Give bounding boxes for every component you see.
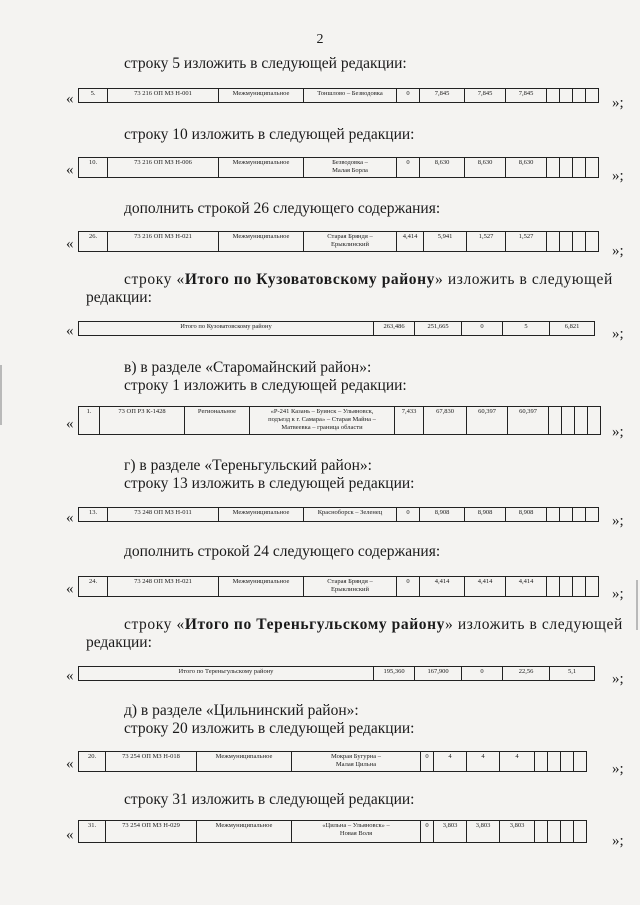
cell-number: 31. bbox=[79, 821, 106, 843]
cell-name-line: Старая Бряндя – bbox=[327, 578, 373, 585]
cell-value: 167,900 bbox=[415, 667, 462, 681]
quote-open: « bbox=[66, 162, 74, 178]
cell-type: Межмуниципальное bbox=[219, 508, 304, 522]
table-row bbox=[78, 666, 595, 681]
table-row bbox=[78, 88, 599, 103]
cell-value: 60,397 bbox=[508, 407, 549, 435]
cell-name-line: подъезд к г. Самара» – Старая Майна – bbox=[268, 416, 376, 424]
cell-name bbox=[292, 752, 421, 772]
cell-value: 3,803 bbox=[467, 821, 500, 843]
heading-staromainsky: в) в разделе «Старомайнский район»: bbox=[124, 359, 372, 376]
cell-value: 8,630 bbox=[420, 158, 465, 178]
cell-value: 6,821 bbox=[550, 322, 595, 336]
table-row bbox=[78, 507, 599, 522]
cell-value: 3,803 bbox=[434, 821, 467, 843]
cell-value: 67,830 bbox=[424, 407, 467, 435]
cell-value: 7,433 bbox=[395, 407, 424, 435]
cell-name: Тоншлово – Безводовка bbox=[304, 89, 397, 103]
cell-empty bbox=[549, 407, 562, 435]
quote-open: « bbox=[66, 668, 74, 684]
cell-value: 7,845 bbox=[465, 89, 506, 103]
quote-close: »; bbox=[612, 833, 624, 849]
quote-open: « bbox=[66, 581, 74, 597]
quote-open: « bbox=[66, 91, 74, 107]
cell-empty bbox=[574, 752, 587, 772]
cell-empty bbox=[548, 752, 561, 772]
cell-code: 73 216 ОП МЗ Н-021 bbox=[108, 232, 219, 252]
cell-code: 73 248 ОП МЗ Н-011 bbox=[108, 508, 219, 522]
cell-type: Межмуниципальное bbox=[219, 232, 304, 252]
cell-name bbox=[304, 232, 397, 252]
quote-close: »; bbox=[612, 424, 624, 440]
cell-empty bbox=[547, 508, 560, 522]
cell-empty bbox=[586, 158, 599, 178]
cell-empty bbox=[588, 407, 601, 435]
text-fragment: » изложить в следующей bbox=[435, 271, 613, 288]
cell-value: 0 bbox=[397, 89, 420, 103]
cell-value: 195,360 bbox=[374, 667, 415, 681]
paragraph-kuzovatovo-total-intro bbox=[124, 271, 613, 289]
cell-empty bbox=[586, 232, 599, 252]
cell-empty bbox=[573, 577, 586, 597]
paragraph-row5-intro: строку 5 изложить в следующей редакции: bbox=[124, 55, 407, 72]
cell-value: 0 bbox=[462, 322, 503, 336]
paragraph-terengulsky-total-intro bbox=[124, 616, 623, 634]
cell-name-line: «Цильна – Ульяновск» – bbox=[322, 822, 390, 829]
cell-empty bbox=[575, 407, 588, 435]
cell-value: 8,630 bbox=[465, 158, 506, 178]
table-row bbox=[78, 321, 595, 336]
cell-code: 73 216 ОП МЗ Н-001 bbox=[108, 89, 219, 103]
scan-artifact bbox=[0, 365, 2, 425]
paragraph-continuation: редакции: bbox=[86, 289, 152, 306]
page-number: 2 bbox=[316, 32, 324, 47]
cell-number: 20. bbox=[79, 752, 106, 772]
quote-close: »; bbox=[612, 243, 624, 259]
text-fragment: строку « bbox=[124, 271, 185, 288]
cell-name-line: Безводовка – bbox=[332, 159, 368, 166]
paragraph-row13-intro: строку 13 изложить в следующей редакции: bbox=[124, 475, 415, 492]
cell-value: 1,527 bbox=[506, 232, 547, 252]
paragraph-row1-intro: строку 1 изложить в следующей редакции: bbox=[124, 377, 407, 394]
cell-name-line: Матвеевка – граница области bbox=[281, 424, 363, 432]
cell-empty bbox=[547, 89, 560, 103]
paragraph-row24-intro: дополнить строкой 24 следующего содержания: bbox=[124, 543, 441, 560]
cell-empty bbox=[573, 508, 586, 522]
cell-empty bbox=[547, 232, 560, 252]
table-row bbox=[78, 576, 599, 597]
cell-empty bbox=[573, 89, 586, 103]
cell-empty bbox=[562, 407, 575, 435]
cell-code: 73 248 ОП МЗ Н-021 bbox=[108, 577, 219, 597]
cell-type: Межмуниципальное bbox=[219, 577, 304, 597]
scan-artifact bbox=[636, 580, 638, 630]
cell-empty bbox=[573, 158, 586, 178]
cell-value: 0 bbox=[421, 752, 434, 772]
paragraph-row20-intro: строку 20 изложить в следующей редакции: bbox=[124, 720, 415, 737]
cell-number: 24. bbox=[79, 577, 108, 597]
cell-value: 8,630 bbox=[506, 158, 547, 178]
cell-value: 4,414 bbox=[420, 577, 465, 597]
paragraph-row10-intro: строку 10 изложить в следующей редакции: bbox=[124, 126, 415, 143]
cell-name bbox=[292, 821, 421, 843]
cell-number: 13. bbox=[79, 508, 108, 522]
cell-value: 0 bbox=[462, 667, 503, 681]
cell-value: 4,414 bbox=[397, 232, 424, 252]
quote-close: »; bbox=[612, 671, 624, 687]
cell-value: 4 bbox=[467, 752, 500, 772]
cell-value: 251,665 bbox=[415, 322, 462, 336]
cell-value: 8,908 bbox=[506, 508, 547, 522]
cell-value: 7,845 bbox=[420, 89, 465, 103]
cell-name bbox=[304, 158, 397, 178]
cell-value: 4,414 bbox=[506, 577, 547, 597]
cell-empty bbox=[547, 158, 560, 178]
cell-value: 5 bbox=[503, 322, 550, 336]
cell-number: 1. bbox=[79, 407, 100, 435]
quote-close: »; bbox=[612, 168, 624, 184]
quote-open: « bbox=[66, 323, 74, 339]
cell-code: 73 216 ОП МЗ Н-006 bbox=[108, 158, 219, 178]
paragraph-row26-intro: дополнить строкой 26 следующего содержания: bbox=[124, 200, 441, 217]
table-row bbox=[78, 231, 599, 252]
text-fragment: » изложить в следующей bbox=[445, 616, 623, 633]
cell-value: 4,414 bbox=[465, 577, 506, 597]
cell-empty bbox=[561, 821, 574, 843]
cell-code: 73 254 ОП МЗ Н-018 bbox=[106, 752, 197, 772]
cell-name-line: Ерыклинский bbox=[331, 586, 369, 594]
cell-number: 10. bbox=[79, 158, 108, 178]
cell-total-label: Итого по Тереньгульскому району bbox=[79, 667, 374, 681]
cell-name-line: Старая Бряндя – bbox=[327, 233, 373, 240]
cell-name bbox=[304, 577, 397, 597]
heading-tsilninsky: д) в разделе «Цильнинский район»: bbox=[124, 702, 359, 719]
cell-type: Межмуниципальное bbox=[197, 752, 292, 772]
cell-empty bbox=[535, 752, 548, 772]
heading-terengulsky: г) в разделе «Тереньгульский район»: bbox=[124, 457, 372, 474]
cell-value: 22,56 bbox=[503, 667, 550, 681]
cell-empty bbox=[586, 577, 599, 597]
cell-value: 4 bbox=[500, 752, 535, 772]
quote-close: »; bbox=[612, 761, 624, 777]
paragraph-continuation: редакции: bbox=[86, 634, 152, 651]
cell-empty bbox=[560, 89, 573, 103]
cell-empty bbox=[586, 89, 599, 103]
cell-empty bbox=[560, 577, 573, 597]
table-row bbox=[78, 820, 587, 843]
cell-number: 26. bbox=[79, 232, 108, 252]
quote-close: »; bbox=[612, 326, 624, 342]
cell-value: 0 bbox=[397, 508, 420, 522]
cell-type: Межмуниципальное bbox=[197, 821, 292, 843]
cell-name-line: Новая Воля bbox=[339, 830, 373, 838]
cell-value: 7,845 bbox=[506, 89, 547, 103]
cell-number: 5. bbox=[79, 89, 108, 103]
cell-value: 0 bbox=[397, 158, 420, 178]
cell-value: 60,397 bbox=[467, 407, 508, 435]
cell-name-line: Малая Цильна bbox=[335, 761, 377, 769]
cell-empty bbox=[547, 577, 560, 597]
cell-name-line: «Р-241 Казань – Буинск – Ульяновск, bbox=[270, 408, 374, 415]
text-fragment: строку « bbox=[124, 616, 185, 633]
cell-value: 8,908 bbox=[465, 508, 506, 522]
cell-value: 1,527 bbox=[467, 232, 506, 252]
cell-value: 0 bbox=[397, 577, 420, 597]
cell-empty bbox=[560, 508, 573, 522]
cell-name-line: Малая Борла bbox=[332, 167, 368, 175]
quote-open: « bbox=[66, 416, 74, 432]
paragraph-row31-intro: строку 31 изложить в следующей редакции: bbox=[124, 791, 415, 808]
cell-code: 73 ОП РЗ К-1428 bbox=[100, 407, 185, 435]
cell-value: 4 bbox=[434, 752, 467, 772]
bold-fragment: Итого по Тереньгульскому району bbox=[184, 616, 446, 633]
cell-value: 5,1 bbox=[550, 667, 595, 681]
cell-name: Красноборск – Зеленец bbox=[304, 508, 397, 522]
table-row bbox=[78, 157, 599, 178]
quote-close: »; bbox=[612, 586, 624, 602]
cell-value: 8,908 bbox=[420, 508, 465, 522]
quote-open: « bbox=[66, 756, 74, 772]
quote-close: »; bbox=[612, 95, 624, 111]
cell-empty bbox=[574, 821, 587, 843]
cell-empty bbox=[586, 508, 599, 522]
cell-value: 5,941 bbox=[424, 232, 467, 252]
cell-total-label: Итого по Кузоватовскому району bbox=[79, 322, 374, 336]
cell-empty bbox=[535, 821, 548, 843]
quote-open: « bbox=[66, 510, 74, 526]
quote-open: « bbox=[66, 827, 74, 843]
cell-value: 263,486 bbox=[374, 322, 415, 336]
bold-fragment: Итого по Кузоватовскому району bbox=[184, 271, 436, 288]
cell-name-line: Мокрая Бугурна – bbox=[330, 753, 381, 760]
cell-name-line: Ерыклинский bbox=[331, 241, 369, 249]
cell-empty bbox=[548, 821, 561, 843]
cell-value: 0 bbox=[421, 821, 434, 843]
cell-empty bbox=[561, 752, 574, 772]
cell-code: 73 254 ОП МЗ Н-029 bbox=[106, 821, 197, 843]
quote-open: « bbox=[66, 236, 74, 252]
cell-name bbox=[250, 407, 395, 435]
cell-type: Межмуниципальное bbox=[219, 89, 304, 103]
table-row bbox=[78, 406, 601, 435]
cell-empty bbox=[560, 232, 573, 252]
cell-empty bbox=[573, 232, 586, 252]
quote-close: »; bbox=[612, 513, 624, 529]
cell-value: 3,803 bbox=[500, 821, 535, 843]
table-row bbox=[78, 751, 587, 772]
cell-type: Межмуниципальное bbox=[219, 158, 304, 178]
cell-empty bbox=[560, 158, 573, 178]
cell-type: Региональное bbox=[185, 407, 250, 435]
